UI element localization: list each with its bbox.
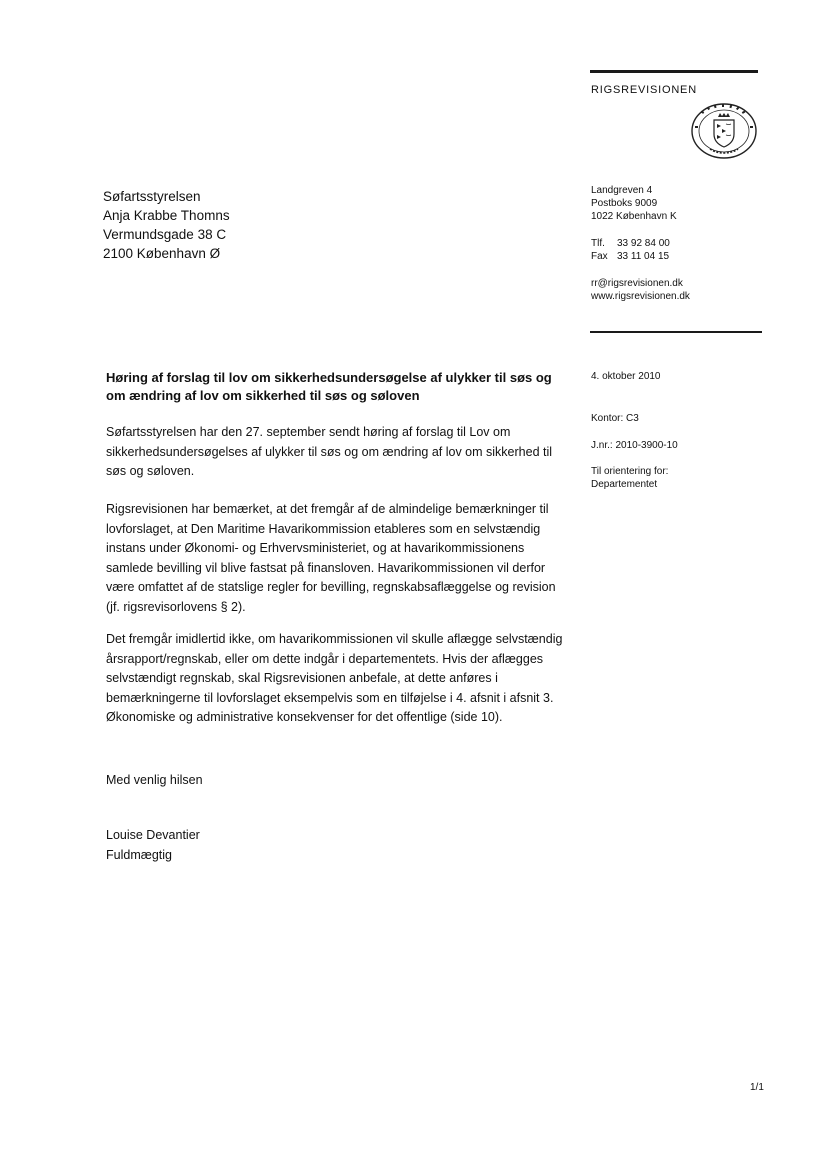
recipient-address: [103, 187, 230, 263]
sender-fax-line: [591, 250, 670, 263]
sender-street: Landgreven 4: [591, 185, 653, 196]
fax-label: Fax: [591, 251, 608, 262]
letter-subject: Høring af forslag til lov om sikkerhedsundersøgelse af ulykker til søs og om ændring af lov om sikkerhed til søs og søloven: [106, 370, 552, 403]
signature-block: [106, 826, 200, 865]
sender-address: [591, 184, 677, 223]
recipient-city: 2100 København Ø: [103, 246, 221, 261]
sender-pobox: Postboks 9009: [591, 198, 658, 209]
signer-title: Fuldmægtig: [106, 847, 172, 862]
phone-label: Tlf.: [591, 238, 605, 249]
office-ref: Kontor: C3: [591, 413, 639, 424]
folketinget-seal-icon: [690, 102, 758, 160]
paragraph-3: Det fremgår imidlertid ikke, om havarikommissionen vil skulle aflægge selvstændig årsrapport/regnskab, eller om dette indgår i departementets. Hvis der aflægges selvstændigt regnskab, skal Rigsrevisionen anbefale, at dette anføres i bemærkningerne til lovforslaget eksempelvis som en tilføjelse i 4. afsnit i afsnit 3. Økonomiske og administrative konsekvenser for det offentlige (side 10).: [106, 632, 563, 724]
fax-number: 33 11 04 15: [617, 251, 670, 262]
sender-email-link[interactable]: rr@rigsrevisionen.dk: [591, 278, 683, 289]
org-name: RIGSREVISIONEN: [591, 84, 697, 96]
sender-online: [591, 277, 690, 303]
paragraph-1: Søfartsstyrelsen har den 27. september sendt høring af forslag til Lov om sikkerhedsundersøgelses af ulykker til søs og om ændring af lov om sikkerhed til søs og søloven.: [106, 425, 553, 478]
sender-phone-line: [591, 237, 670, 250]
phone-number: 33 92 84 00: [617, 238, 670, 249]
letter-date: 4. oktober 2010: [591, 371, 661, 382]
sender-web-link[interactable]: www.rigsrevisionen.dk: [591, 291, 690, 302]
paragraph-2: Rigsrevisionen har bemærket, at det fremgår af de almindelige bemærkninger til lovforslaget, at Den Maritime Havarikommission etableres som en selvstændig instans under Økonomi- og Erhvervsministeriet, og at havarikommissionens samlede bevilling vil blive fastsat på finansloven. Havarikommissionen vil derfor være omfattet af de statslige regler for bevilling, regnskabsaflæggelse og revision (jf. rigsrevisorlovens § 2).: [106, 502, 556, 614]
sidebar-rule: [590, 331, 762, 333]
journal-number: J.nr.: 2010-3900-10: [591, 440, 678, 451]
recipient-street: Vermundsgade 38 C: [103, 227, 227, 242]
page-number: 1/1: [750, 1082, 764, 1093]
sender-phone-block: [591, 237, 670, 263]
recipient-person: Anja Krabbe Thomns: [103, 208, 230, 223]
header-rule: [590, 70, 758, 73]
sender-city: 1022 København K: [591, 211, 677, 222]
orientation-label: Til orientering for:: [591, 466, 669, 477]
recipient-org: Søfartsstyrelsen: [103, 189, 201, 204]
signer-name: Louise Devantier: [106, 828, 200, 842]
orientation-block: [591, 465, 668, 491]
orientation-value: Departementet: [591, 479, 658, 490]
closing-greeting: Med venlig hilsen: [106, 773, 203, 787]
